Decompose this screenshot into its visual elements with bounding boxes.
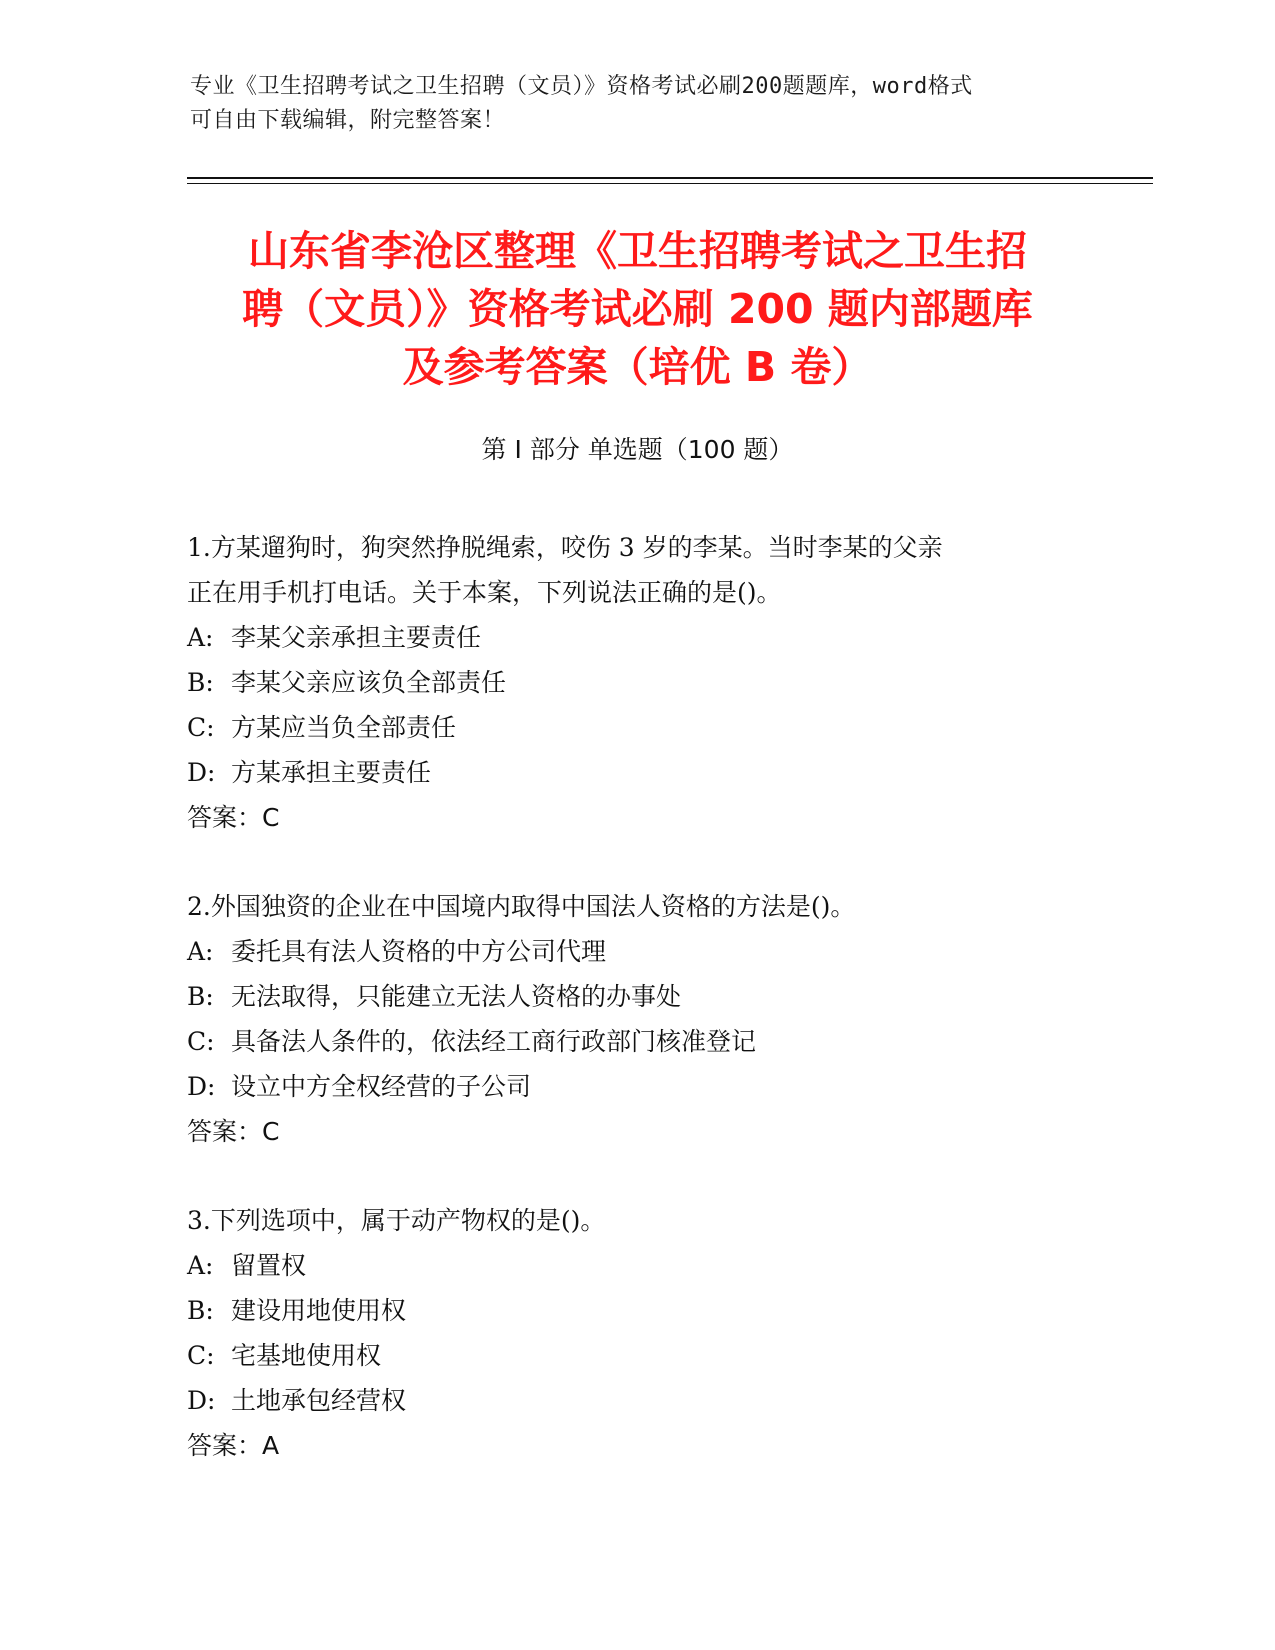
question-stem: 正在用手机打电话。关于本案，下列说法正确的是()。: [187, 578, 782, 607]
question-1: [187, 525, 1087, 840]
question-list: [187, 525, 1087, 1512]
question-3: [187, 1198, 1087, 1468]
header-note-line-2: 可自由下载编辑，附完整答案！: [190, 108, 506, 133]
answer: 答案：C: [187, 803, 280, 832]
option-text: 李某父亲承担主要责任: [231, 623, 482, 652]
option-b: [187, 974, 1087, 1019]
question-stem: 2.外国独资的企业在中国境内取得中国法人资格的方法是()。: [187, 892, 856, 921]
option-letter: B:: [187, 982, 214, 1011]
option-a: [187, 929, 1087, 974]
document-title: [150, 222, 1125, 396]
option-letter: B:: [187, 1296, 214, 1325]
option-letter: C:: [187, 713, 215, 742]
option-text: 留置权: [231, 1251, 307, 1280]
option-letter: A:: [187, 937, 214, 966]
option-c: [187, 705, 1087, 750]
option-text: 方某承担主要责任: [231, 758, 432, 787]
option-letter: A:: [187, 623, 214, 652]
option-text: 具备法人条件的，依法经工商行政部门核准登记: [231, 1027, 757, 1056]
option-text: 无法取得，只能建立无法人资格的办事处: [231, 982, 682, 1011]
option-c: [187, 1333, 1087, 1378]
option-text: 李某父亲应该负全部责任: [231, 668, 507, 697]
option-c: [187, 1019, 1087, 1064]
option-a: [187, 615, 1087, 660]
option-text: 设立中方全权经营的子公司: [231, 1072, 532, 1101]
option-letter: B:: [187, 668, 214, 697]
option-text: 土地承包经营权: [231, 1386, 407, 1415]
option-letter: D:: [187, 1072, 216, 1101]
document-title-line-2: 聘（文员）》资格考试必刷 200 题内部题库: [242, 285, 1033, 333]
option-text: 宅基地使用权: [231, 1341, 382, 1370]
option-d: [187, 1064, 1087, 1109]
header-divider-thick: [187, 177, 1153, 179]
question-2: [187, 884, 1087, 1154]
option-letter: D:: [187, 1386, 216, 1415]
section-heading: 第 I 部分 单选题（100 题）: [481, 435, 794, 464]
header-note: [190, 70, 1070, 138]
answer: 答案：A: [187, 1431, 280, 1460]
option-d: [187, 750, 1087, 795]
option-letter: A:: [187, 1251, 214, 1280]
question-stem: 1.方某遛狗时，狗突然挣脱绳索，咬伤 3 岁的李某。当时李某的父亲: [187, 533, 943, 562]
option-text: 方某应当负全部责任: [231, 713, 457, 742]
option-letter: C:: [187, 1027, 215, 1056]
option-letter: D:: [187, 758, 216, 787]
option-letter: C:: [187, 1341, 215, 1370]
option-a: [187, 1243, 1087, 1288]
document-title-line-3: 及参考答案（培优 B 卷）: [402, 343, 873, 391]
option-text: 委托具有法人资格的中方公司代理: [231, 937, 607, 966]
option-text: 建设用地使用权: [231, 1296, 407, 1325]
header-divider-thin: [187, 183, 1153, 184]
option-b: [187, 660, 1087, 705]
header-note-line-1: 专业《卫生招聘考试之卫生招聘（文员）》资格考试必刷200题题库，word格式: [190, 74, 973, 99]
option-b: [187, 1288, 1087, 1333]
answer: 答案：C: [187, 1117, 280, 1146]
option-d: [187, 1378, 1087, 1423]
document-title-line-1: 山东省李沧区整理《卫生招聘考试之卫生招: [248, 227, 1027, 275]
question-stem: 3.下列选项中，属于动产物权的是()。: [187, 1206, 606, 1235]
